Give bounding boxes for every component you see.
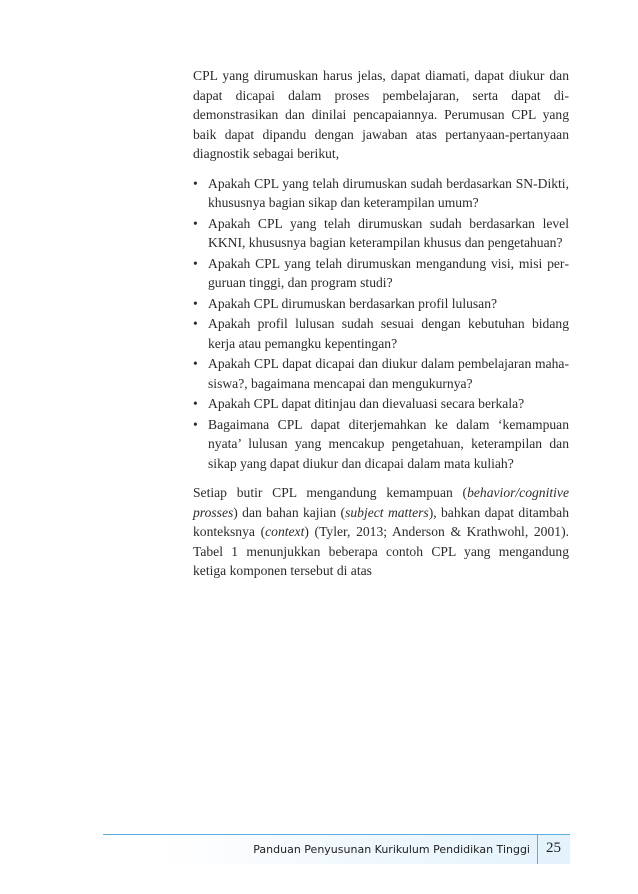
closing-term-subject: subject matters bbox=[345, 504, 429, 520]
closing-text: ), bahkan dapat ditambah konteksnya ( bbox=[193, 504, 570, 539]
closing-text: ) (Tyler, 2013; Anderson & Krathwohl, 2001). Tabel 1 menunjukkan beberapa contoh CPL yang mengandung ketiga komponen tersebut di atas bbox=[193, 524, 569, 578]
bullet-icon: • bbox=[193, 295, 198, 311]
list-item bbox=[193, 394, 569, 414]
intro-paragraph: CPL yang dirumuskan harus jelas, dapat diamati, dapat diukur dan dapat dicapai dalam proses pembelajaran, serta dapat didemonstrasikan dan dinilai pencapaiannya. Perumusan CPL yang baik dapat dipandu dengan jawaban atas pertanyaan-pertanyaan diagnostik sebagai berikut, bbox=[193, 68, 569, 161]
footer-book-title: Panduan Penyusunan Kurikulum Pendidikan Tinggi bbox=[253, 843, 530, 856]
closing-term-context: context bbox=[265, 524, 305, 539]
diagnostic-question-list bbox=[193, 174, 569, 474]
list-item bbox=[193, 314, 569, 353]
list-item bbox=[193, 214, 569, 253]
list-item bbox=[193, 174, 569, 213]
list-item-text: Apakah CPL dirumuskan berdasarkan profil lulusan? bbox=[208, 295, 498, 311]
list-item-text: Apakah CPL yang telah dirumuskan mengandung visi, misi perguruan tinggi, dan program studi? bbox=[208, 255, 569, 290]
list-item-text: Apakah CPL dapat ditinjau dan dievaluasi secara berkala? bbox=[208, 396, 525, 411]
footer-divider bbox=[537, 835, 538, 864]
list-item bbox=[193, 294, 569, 314]
list-item bbox=[193, 354, 569, 393]
list-item bbox=[193, 254, 569, 293]
list-item-text: Apakah profil lulusan sudah sesuai dengan kebutuhan bidang kerja atau pemangku kepentingan? bbox=[208, 316, 569, 351]
page-number: 25 bbox=[546, 840, 561, 856]
list-item bbox=[193, 415, 569, 474]
bullet-icon: • bbox=[193, 175, 198, 191]
closing-text: ) dan bahan kajian ( bbox=[233, 504, 346, 520]
bullet-icon: • bbox=[193, 356, 198, 371]
closing-term-behavior: behavior/cognitive prosses bbox=[193, 485, 569, 520]
page-footer bbox=[103, 834, 570, 864]
closing-text: Setiap butir CPL mengandung kemampuan ( bbox=[193, 485, 468, 500]
bullet-icon: • bbox=[193, 416, 198, 432]
closing-paragraph bbox=[193, 483, 569, 581]
page-body bbox=[193, 66, 569, 581]
bullet-icon: • bbox=[193, 215, 198, 231]
list-item-text: Apakah CPL yang telah dirumuskan sudah berdasarkan SN-Dikti, khususnya bagian sikap dan keterampilan umum? bbox=[208, 175, 569, 210]
list-item-text: Apakah CPL yang telah dirumuskan sudah berdasarkan level KKNI, khususnya bagian keterampilan khusus dan pengetahuan? bbox=[208, 215, 569, 250]
bullet-icon: • bbox=[193, 255, 198, 271]
bullet-icon: • bbox=[193, 316, 198, 331]
list-item-text: Apakah CPL dapat dicapai dan diukur dalam pembelajaran mahasiswa?, bagaimana mencapai dan mengukurnya? bbox=[208, 356, 569, 391]
list-item-text: Bagaimana CPL dapat diterjemahkan ke dalam ‘kemampuan nyata’ lulusan yang mencakup pengetahuan, keterampilan dan sikap yang dapat diukur dan dicapai dalam mata kuliah? bbox=[208, 416, 569, 471]
bullet-icon: • bbox=[193, 396, 198, 411]
